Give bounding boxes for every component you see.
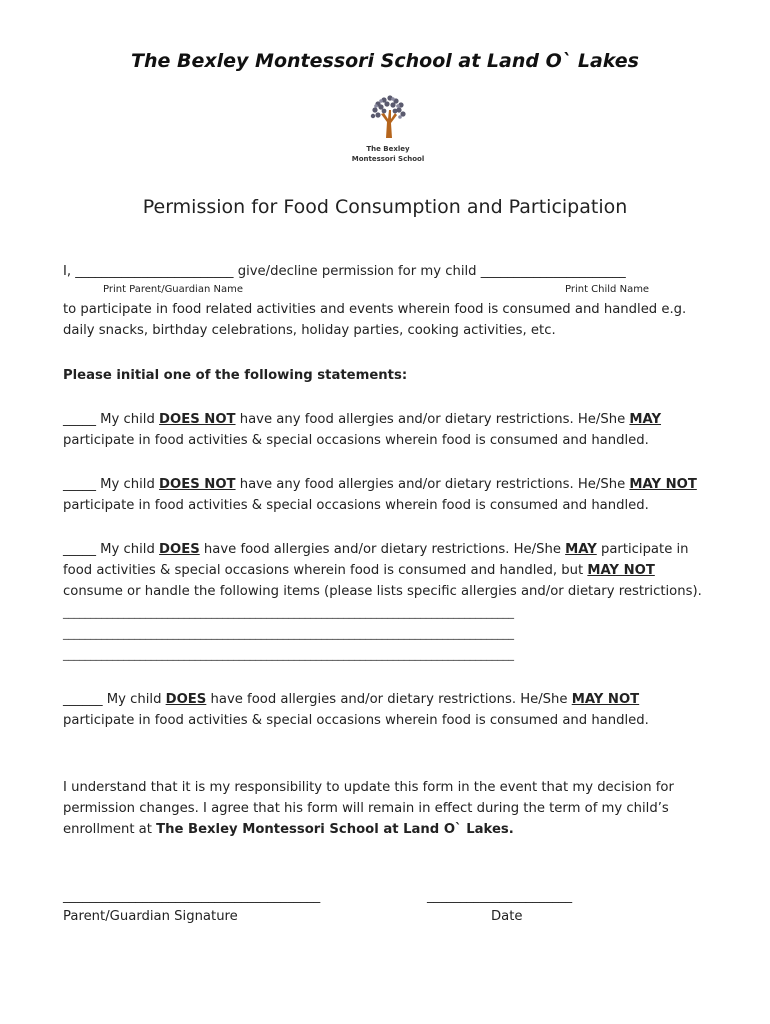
statement-3-line3: consume or handle the following items (please lists specific allergies and/or dietary restrictions). bbox=[63, 584, 702, 599]
emphasis: DOES bbox=[165, 692, 207, 707]
restriction-blank-line[interactable]: __________________________________________________________________________________ bbox=[63, 627, 514, 640]
restriction-blank-line[interactable]: __________________________________________________________________________________ bbox=[63, 606, 514, 619]
parent-name-caption: Print Parent/Guardian Name bbox=[103, 284, 243, 295]
statement-text: have food allergies and/or dietary restrictions. He/She bbox=[206, 692, 572, 707]
emphasis: MAY bbox=[565, 542, 597, 557]
statement-text: My child bbox=[95, 542, 160, 557]
initial-blank[interactable]: _____ bbox=[63, 542, 96, 557]
restriction-blank-line[interactable]: __________________________________________________________________________________ bbox=[63, 648, 514, 661]
statement-2-line1 bbox=[63, 474, 713, 495]
statement-text: have food allergies and/or dietary restrictions. He/She bbox=[199, 542, 566, 557]
statement-3 bbox=[63, 539, 713, 665]
instructions-heading: Please initial one of the following statements: bbox=[63, 368, 408, 383]
emphasis: MAY NOT bbox=[571, 692, 640, 707]
emphasis: DOES NOT bbox=[159, 412, 236, 427]
tree-icon bbox=[348, 92, 428, 140]
statement-1-line1 bbox=[63, 409, 713, 430]
form-title: Permission for Food Consumption and Participation bbox=[142, 196, 628, 218]
acknowledgement-line3 bbox=[63, 819, 713, 840]
emphasis: DOES NOT bbox=[159, 477, 236, 492]
emphasis: DOES bbox=[159, 542, 200, 557]
initial-blank[interactable]: _____ bbox=[63, 477, 96, 492]
statement-4 bbox=[63, 689, 713, 731]
emphasis: MAY NOT bbox=[587, 563, 655, 578]
statement-text: My child bbox=[95, 412, 160, 427]
permission-body-line1: to participate in food related activities and events wherein food is consumed and handled e.g. bbox=[63, 302, 687, 317]
initial-blank[interactable]: _____ bbox=[63, 412, 96, 427]
logo-text-line2: Montessori School bbox=[351, 155, 425, 163]
acknowledgement-line1: I understand that it is my responsibility to update this form in the event that my decision for bbox=[63, 780, 674, 795]
logo-text-line1: The Bexley bbox=[366, 145, 410, 153]
initial-blank[interactable]: ______ bbox=[63, 692, 103, 707]
school-title: The Bexley Montessori School at Land O` Lakes bbox=[131, 50, 639, 72]
statement-text: have any food allergies and/or dietary restrictions. He/She bbox=[235, 412, 630, 427]
emphasis: MAY NOT bbox=[629, 477, 697, 492]
school-name-bold: The Bexley Montessori School at Land O` Lakes. bbox=[156, 822, 514, 837]
permission-body-line2: daily snacks, birthday celebrations, holiday parties, cooking activities, etc. bbox=[63, 323, 556, 338]
statement-3-line2 bbox=[63, 560, 713, 581]
signature-label: Parent/Guardian Signature bbox=[63, 909, 238, 924]
statement-2-line2: participate in food activities & special occasions wherein food is consumed and handled. bbox=[63, 498, 649, 513]
statement-text: My child bbox=[95, 477, 160, 492]
signature-line[interactable]: _______________________________________ bbox=[63, 889, 321, 904]
statement-text: participate in bbox=[596, 542, 689, 557]
date-line[interactable]: ______________________ bbox=[427, 889, 573, 904]
acknowledgement-text: enrollment at bbox=[63, 822, 157, 837]
statement-text: have any food allergies and/or dietary restrictions. He/She bbox=[235, 477, 630, 492]
statement-4-line1 bbox=[63, 689, 713, 710]
child-name-caption: Print Child Name bbox=[565, 284, 650, 295]
school-logo bbox=[348, 92, 428, 162]
statement-2 bbox=[63, 474, 713, 516]
emphasis: MAY bbox=[629, 412, 662, 427]
permission-line: I, ________________________ give/decline permission for my child ______________________ bbox=[63, 264, 626, 279]
statement-1-line2: participate in food activities & special occasions wherein food is consumed and handled. bbox=[63, 433, 649, 448]
statement-text: food activities & special occasions wherein food is consumed and handled, but bbox=[63, 563, 588, 578]
statement-text: My child bbox=[102, 692, 166, 707]
statement-1 bbox=[63, 409, 713, 451]
acknowledgement-line2: permission changes. I agree that his form will remain in effect during the term of my child’s bbox=[63, 801, 669, 816]
permission-body bbox=[63, 299, 713, 341]
statement-3-line1 bbox=[63, 539, 713, 560]
statement-4-line2: participate in food activities & special occasions wherein food is consumed and handled. bbox=[63, 713, 649, 728]
acknowledgement bbox=[63, 777, 713, 840]
date-label: Date bbox=[491, 909, 523, 924]
